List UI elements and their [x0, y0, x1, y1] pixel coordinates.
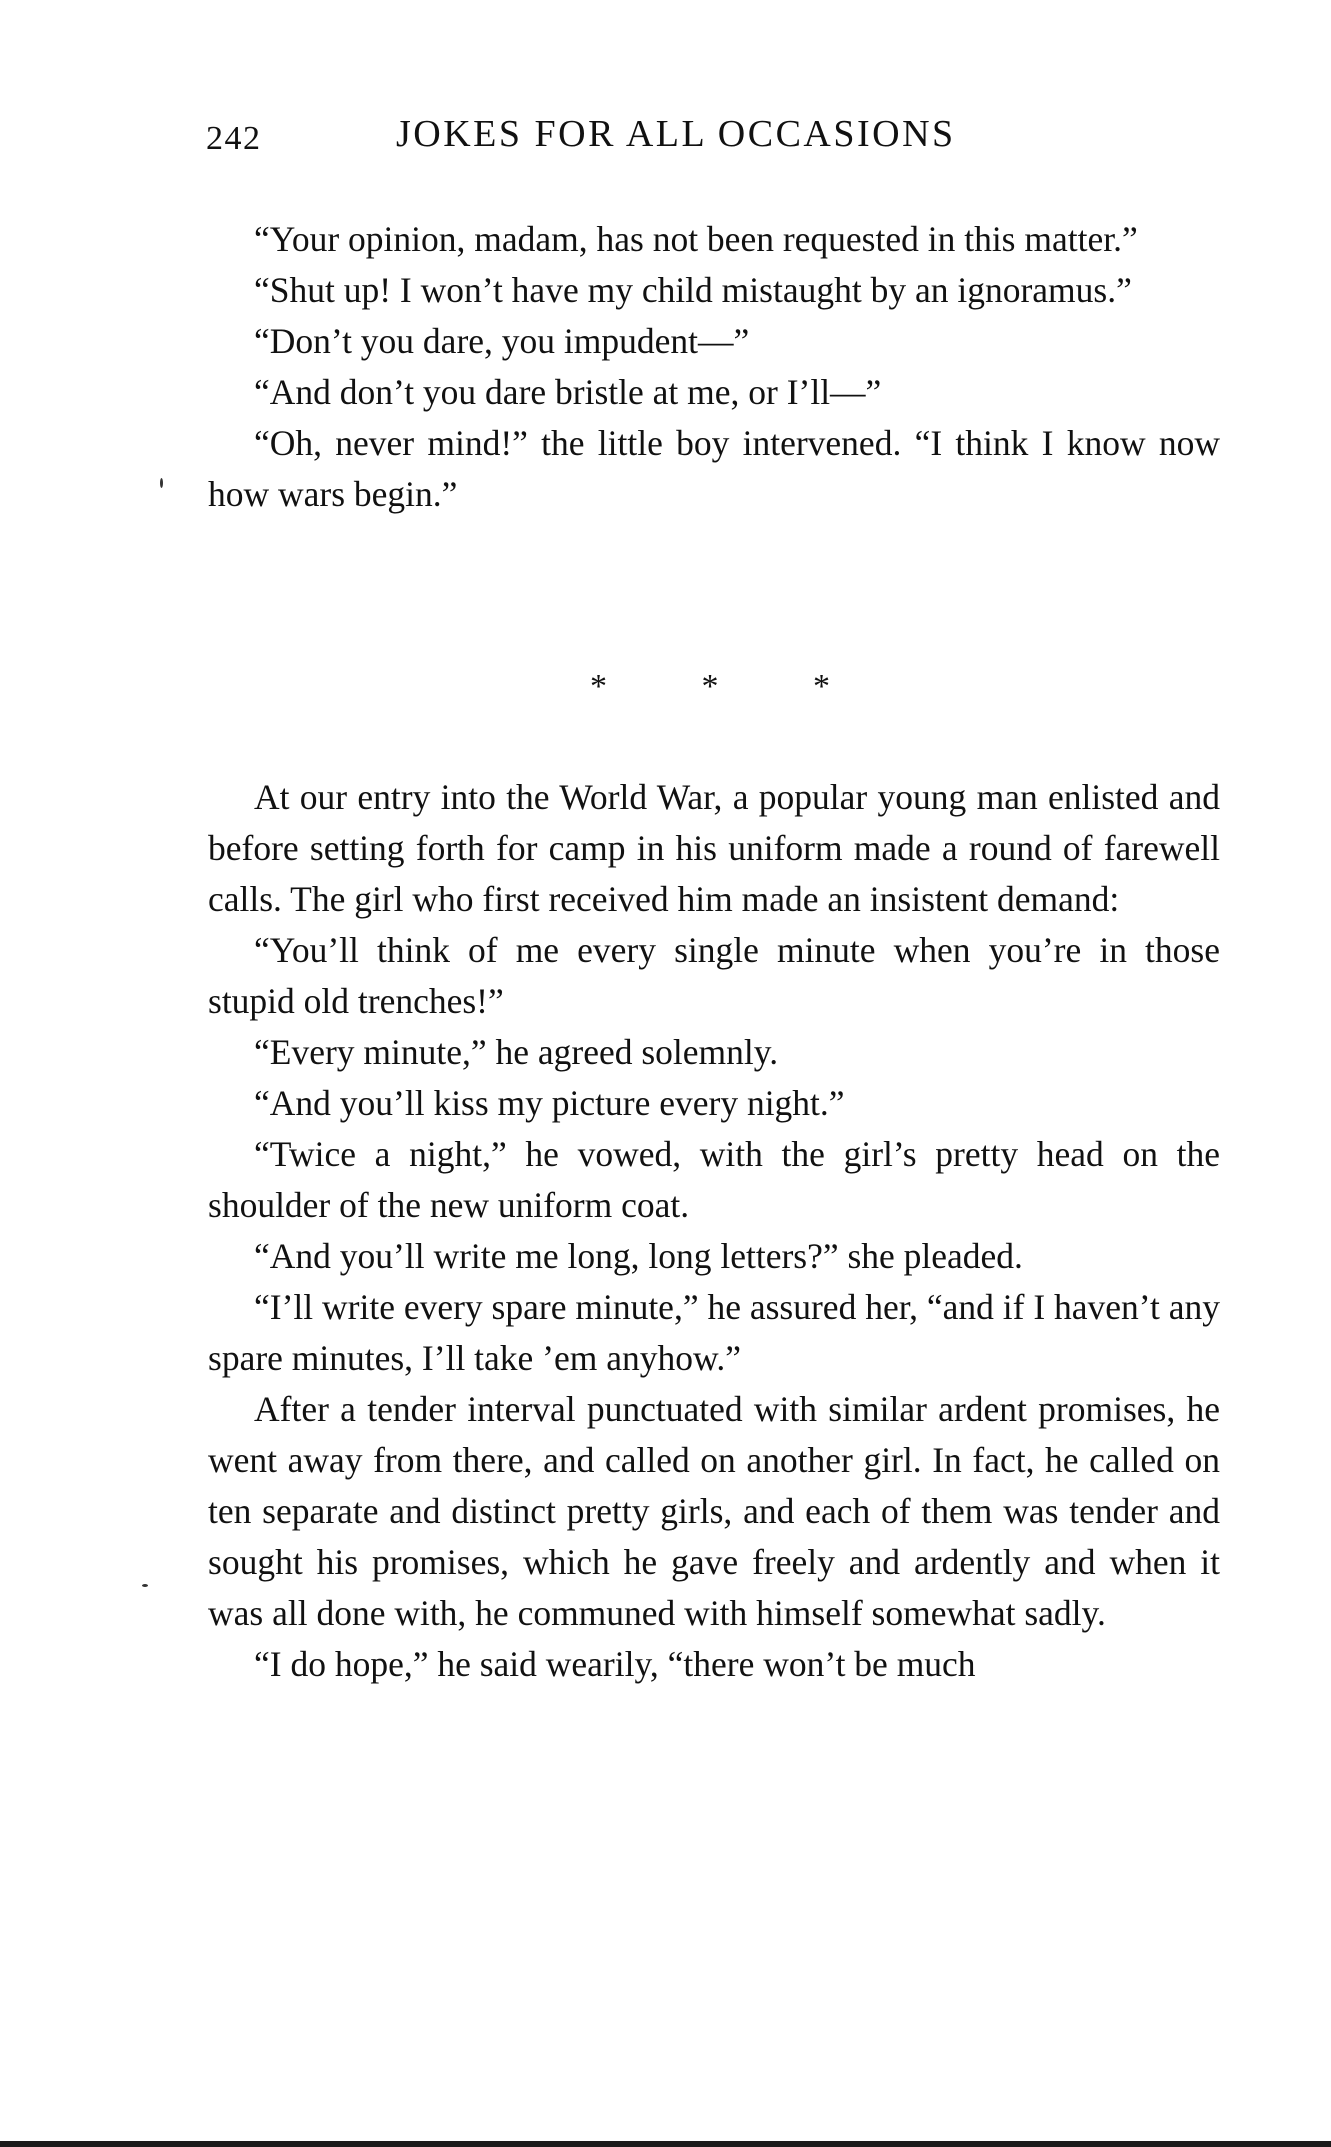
story-section [208, 772, 1220, 1690]
section-separator [590, 668, 830, 706]
paragraph: “And don’t you dare bristle at me, or I’ll—” [254, 372, 882, 412]
paragraph: “I’ll write every spare minute,” he assured her, “and if I haven’t any spare minutes, I’ll take ’em anyhow.” [208, 1287, 1220, 1378]
paragraph: “Twice a night,” he vowed, with the girl’s pretty head on the shoulder of the new uniform coat. [208, 1134, 1220, 1225]
page-number: 242 [206, 120, 262, 157]
paragraph: “And you’ll write me long, long letters?” she pleaded. [254, 1236, 1023, 1276]
paragraph: At our entry into the World War, a popular young man enlisted and before setting forth for camp in his uniform made a round of farewell calls. The girl who first received him made an insistent demand: [208, 777, 1220, 919]
scan-edge [0, 2141, 1331, 2147]
paragraph: “Don’t you dare, you impudent—” [254, 321, 750, 361]
asterisk-ornament: * [701, 668, 719, 705]
scan-speck [142, 1584, 148, 1587]
paragraph: “Every minute,” he agreed solemnly. [254, 1032, 779, 1072]
paragraph: “Shut up! I won’t have my child mistaught by an ignoramus.” [254, 270, 1132, 310]
dialogue-section [208, 214, 1220, 520]
paragraph: “You’ll think of me every single minute when you’re in those stupid old trenches!” [208, 930, 1220, 1021]
paragraph: “Your opinion, madam, has not been requested in this matter.” [254, 219, 1138, 259]
paragraph: “I do hope,” he said wearily, “there won’t be much [254, 1644, 976, 1684]
running-title: JOKES FOR ALL OCCASIONS [396, 113, 956, 155]
asterisk-ornament: * [813, 668, 830, 705]
asterisk-ornament: * [590, 668, 607, 705]
running-head [206, 112, 1236, 162]
paragraph: “And you’ll kiss my picture every night.” [254, 1083, 845, 1123]
scan-speck [160, 478, 163, 488]
paragraph: After a tender interval punctuated with similar ardent promises, he went away from there, and called on another girl. In fact, he called on ten separate and distinct pretty girls, and each of them was tender and sought his promises, which he gave freely and ardently and when it was all done with, he communed with himself somewhat sadly. [208, 1389, 1220, 1633]
paragraph: “Oh, never mind!” the little boy intervened. “I think I know now how wars begin.” [208, 423, 1220, 514]
